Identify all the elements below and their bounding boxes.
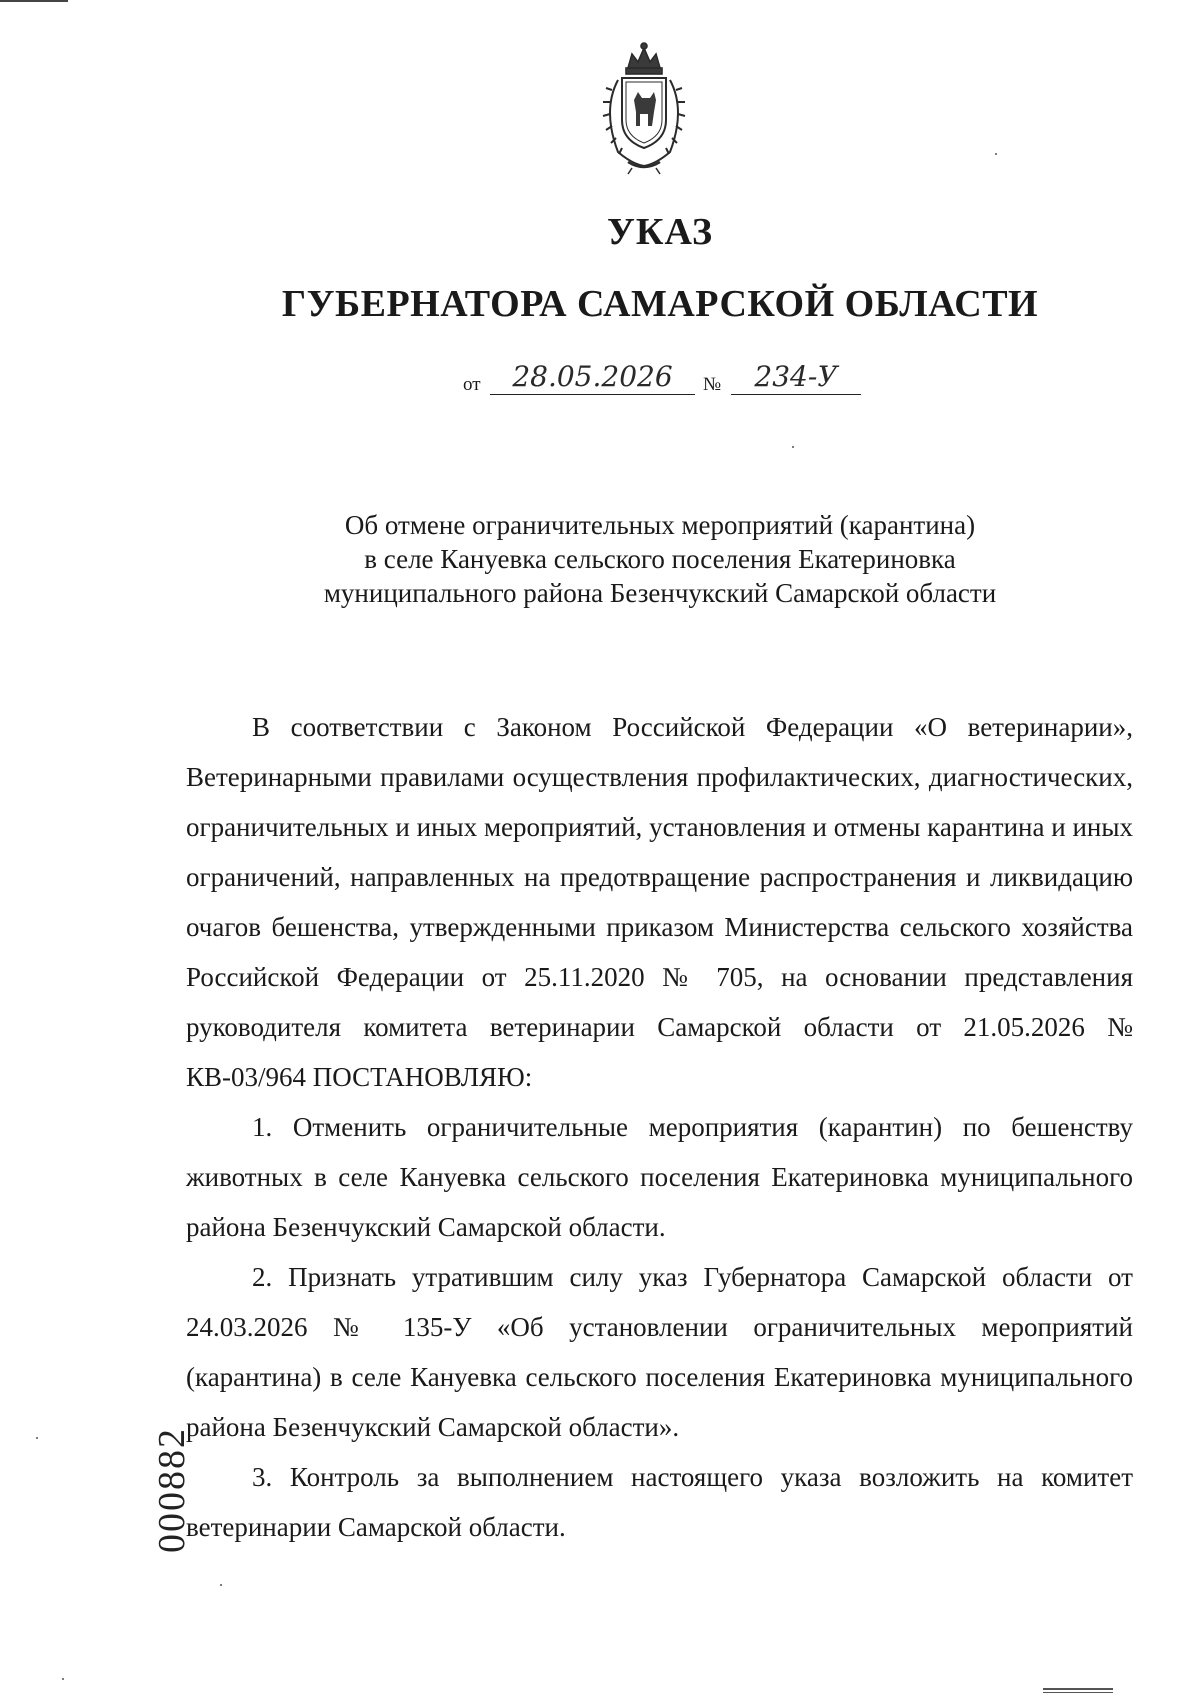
scan-speck — [62, 1678, 64, 1680]
scan-speck — [36, 1437, 38, 1439]
item-2-paragraph: 2. Признать утратившим силу указ Губернатора Самарской области от 24.03.2026 № 135-У «Об установлении ограничительных мероприятий (карантина) в селе Кануевка сельского поселения Екатериновка муниципального района Безенчукский Самарской области». — [186, 1262, 1133, 1442]
document-subject — [180, 508, 1140, 610]
date-prefix: от — [463, 374, 481, 395]
document-number: 234-У — [731, 360, 861, 395]
document-issuer: ГУБЕРНАТОРА САМАРСКОЙ ОБЛАСТИ — [281, 283, 1039, 325]
samara-coat-of-arms-icon — [588, 40, 700, 176]
item-3-paragraph: 3. Контроль за выполнением настоящего указа возложить на комитет ветеринарии Самарской области. — [186, 1462, 1133, 1542]
scan-speck — [995, 153, 997, 155]
preamble-paragraph: В соответствии с Законом Российской Федерации «О ветеринарии», Ветеринарными правилами осуществления профилактических, диагностических, ограничительных и иных мероприятий, установления и отмены карантина и иных ограничений, направленных на предотвращение распространения и ликвидацию очагов бешенства, утвержденными приказом Министерства сельского хозяйства Российской Федерации от 25.11.2020 № 705, на основании представления руководителя комитета ветеринарии Самарской области от 21.05.2026 № КВ-03/964 ПОСТАНОВЛЯЮ: — [186, 712, 1133, 1092]
scan-corner-mark — [0, 0, 68, 2]
registration-side-number: 000882 — [151, 1427, 193, 1553]
number-prefix: № — [703, 374, 722, 395]
subject-line-2: в селе Кануевка сельского поселения Екатериновка — [364, 544, 956, 574]
item-1-paragraph: 1. Отменить ограничительные мероприятия (карантин) по бешенству животных в селе Кануевка сельского поселения Екатериновка муниципального района Безенчукский Самарской области. — [186, 1112, 1133, 1242]
document-date: 28.05.2026 — [490, 360, 695, 395]
scan-edge-lines — [1043, 1688, 1113, 1694]
subject-line-1: Об отмене ограничительных мероприятий (карантина) — [344, 510, 976, 540]
document-body — [186, 702, 1133, 1552]
scan-speck — [792, 446, 794, 448]
date-number-line — [463, 360, 863, 400]
subject-line-3: муниципального района Безенчукский Самарской области — [323, 578, 997, 608]
document-title: УКАЗ — [607, 211, 713, 253]
scan-speck — [220, 1584, 222, 1586]
